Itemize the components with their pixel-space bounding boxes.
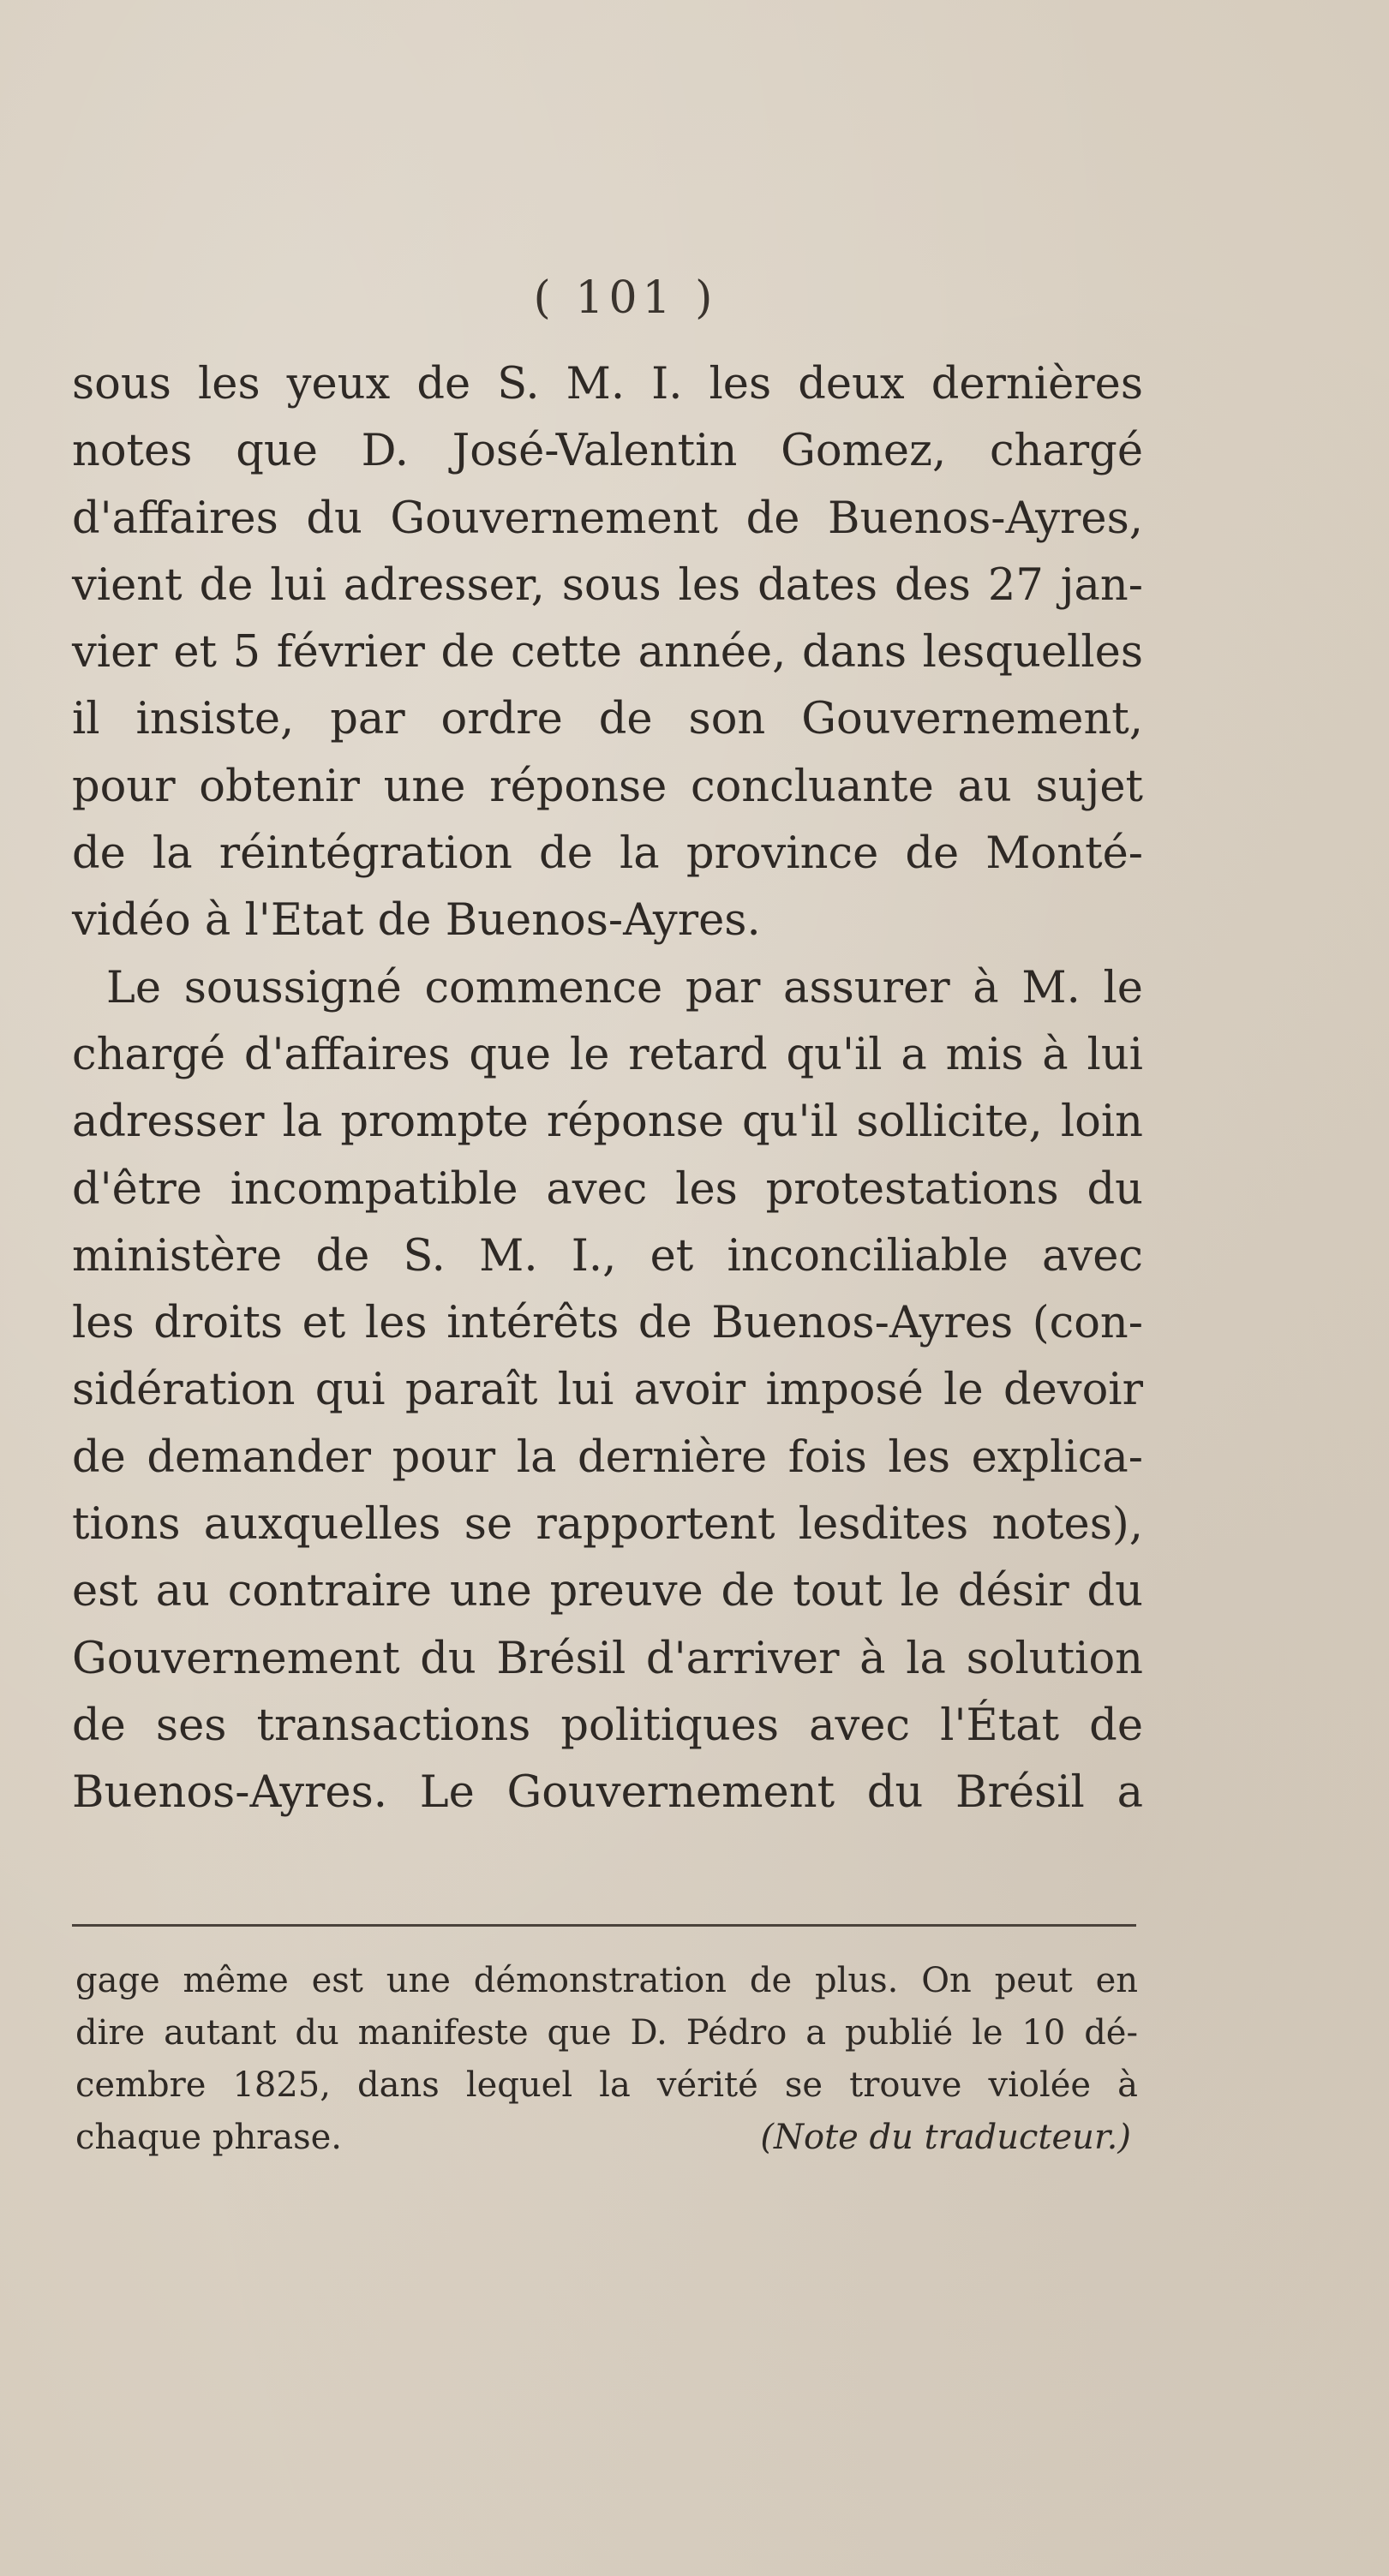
body-line: tions auxquelles se rapportent lesdites notes), — [72, 1499, 1143, 1551]
body-line: les droits et les intérêts de Buenos-Ayres (con- — [72, 1298, 1143, 1349]
body-text — [72, 351, 1143, 1827]
body-line: d'affaires du Gouvernement de Buenos-Ayres, — [72, 493, 1143, 544]
body-line: pour obtenir une réponse concluante au sujet — [72, 761, 1143, 812]
footnote-line: gage même est une démonstration de plus. On peut en — [75, 1961, 1138, 2000]
footnote-last-line — [75, 2112, 1138, 2164]
body-line: d'être incompatible avec les protestations du — [72, 1163, 1143, 1215]
body-line: de ses transactions politiques avec l'État de — [72, 1700, 1143, 1751]
body-line: Buenos-Ayres. Le Gouvernement du Brésil a — [72, 1767, 1143, 1819]
body-line: sidération qui paraît lui avoir imposé le devoir — [72, 1365, 1143, 1416]
body-line: vidéo à l'Etat de Buenos-Ayres. — [72, 895, 761, 947]
body-line: vient de lui adresser, sous les dates des 27 jan- — [72, 559, 1143, 611]
footnote — [75, 1955, 1138, 2164]
body-line: il insiste, par ordre de son Gouvernement, — [72, 694, 1143, 745]
body-line: de demander pour la dernière fois les explica- — [72, 1431, 1143, 1483]
footnote-line: chaque phrase. — [75, 2118, 343, 2157]
footnote-divider — [72, 1924, 1136, 1927]
body-line: vier et 5 février de cette année, dans lesquelles — [72, 627, 1143, 678]
body-line: de la réintégration de la province de Monté- — [72, 828, 1143, 880]
body-line: adresser la prompte réponse qu'il sollicite, loin — [72, 1097, 1143, 1148]
body-line: Le soussigné commence par assurer à M. le — [106, 962, 1143, 1013]
body-line: chargé d'affaires que le retard qu'il a mis à lui — [72, 1029, 1143, 1080]
footnote-line: cembre 1825, dans lequel la vérité se trouve violée à — [75, 2065, 1138, 2105]
translator-note: (Note du traducteur.) — [760, 2118, 1131, 2157]
page-number: ( 101 ) — [533, 272, 718, 324]
body-line: ministère de S. M. I., et inconciliable avec — [72, 1230, 1143, 1282]
footnote-line: dire autant du manifeste que D. Pédro a publié le 10 dé- — [75, 2013, 1138, 2053]
body-line: est au contraire une preuve de tout le désir du — [72, 1566, 1143, 1617]
body-line: sous les yeux de S. M. I. les deux dernières — [72, 359, 1143, 409]
body-line: notes que D. José-Valentin Gomez, chargé — [72, 426, 1143, 477]
body-line: Gouvernement du Brésil d'arriver à la solution — [72, 1633, 1143, 1684]
